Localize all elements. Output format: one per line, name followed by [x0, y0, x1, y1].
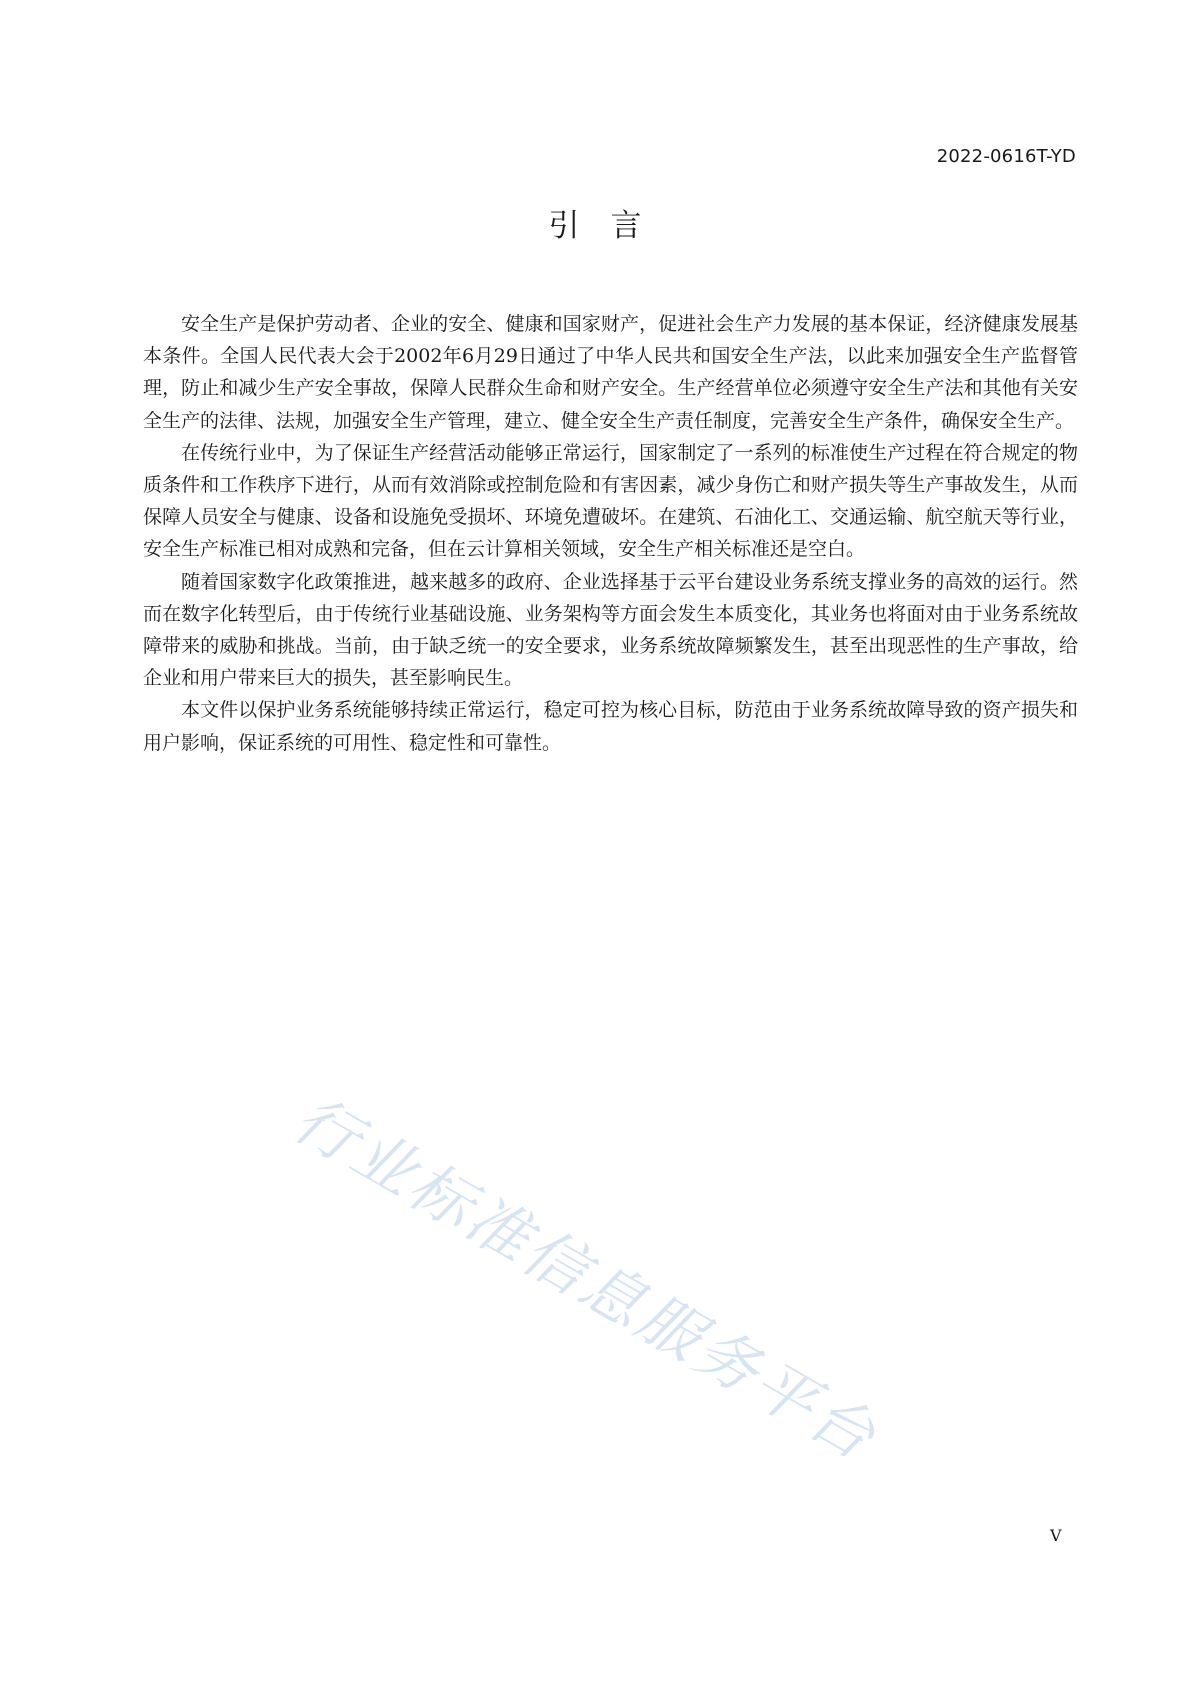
body-text — [143, 308, 1078, 759]
paragraph-4: 本文件以保护业务系统能够持续正常运行，稳定可控为核心目标，防范由于业务系统故障导致的资产损失和用户影响，保证系统的可用性、稳定性和可靠性。 — [143, 699, 1078, 754]
paragraph-2: 在传统行业中，为了保证生产经营活动能够正常运行，国家制定了一系列的标准使生产过程在符合规定的物质条件和工作秩序下进行，从而有效消除或控制危险和有害因素，减少身伤亡和财产损失等生产事故发生，从而保障人员安全与健康、设备和设施免受损坏、环境免遭破坏。在建筑、石油化工、交通运输、航空航天等行业，安全生产标准已相对成熟和完备，但在云计算相关领域，安全生产相关标准还是空白。 — [143, 441, 1078, 561]
paragraph-3: 随着国家数字化政策推进，越来越多的政府、企业选择基于云平台建设业务系统支撑业务的高效的运行。然而在数字化转型后，由于传统行业基础设施、业务架构等方面会发生本质变化，其业务也将面对由于业务系统故障带来的威胁和挑战。当前，由于缺乏统一的安全要求，业务系统故障频繁发生，甚至出现恶性的生产事故，给企业和用户带来巨大的损失，甚至影响民生。 — [143, 570, 1078, 690]
page-title: 引 言 — [548, 208, 642, 244]
watermark: 行业标准信息服务平台 — [282, 1081, 891, 1476]
document-code: 2022-0616T-YD — [936, 146, 1076, 167]
paragraph-1: 安全生产是保护劳动者、企业的安全、健康和国家财产，促进社会生产力发展的基本保证，经济健康发展基本条件。全国人民代表大会于2002年6月29日通过了中华人民共和国安全生产法，以此来加强安全生产监督管理，防止和减少生产安全事故，保障人民群众生命和财产安全。生产经营单位必须遵守安全生产法和其他有关安全生产的法律、法规，加强安全生产管理，建立、健全安全生产责任制度，完善安全生产条件，确保安全生产。 — [143, 313, 1078, 432]
page-number: V — [1050, 1526, 1062, 1545]
